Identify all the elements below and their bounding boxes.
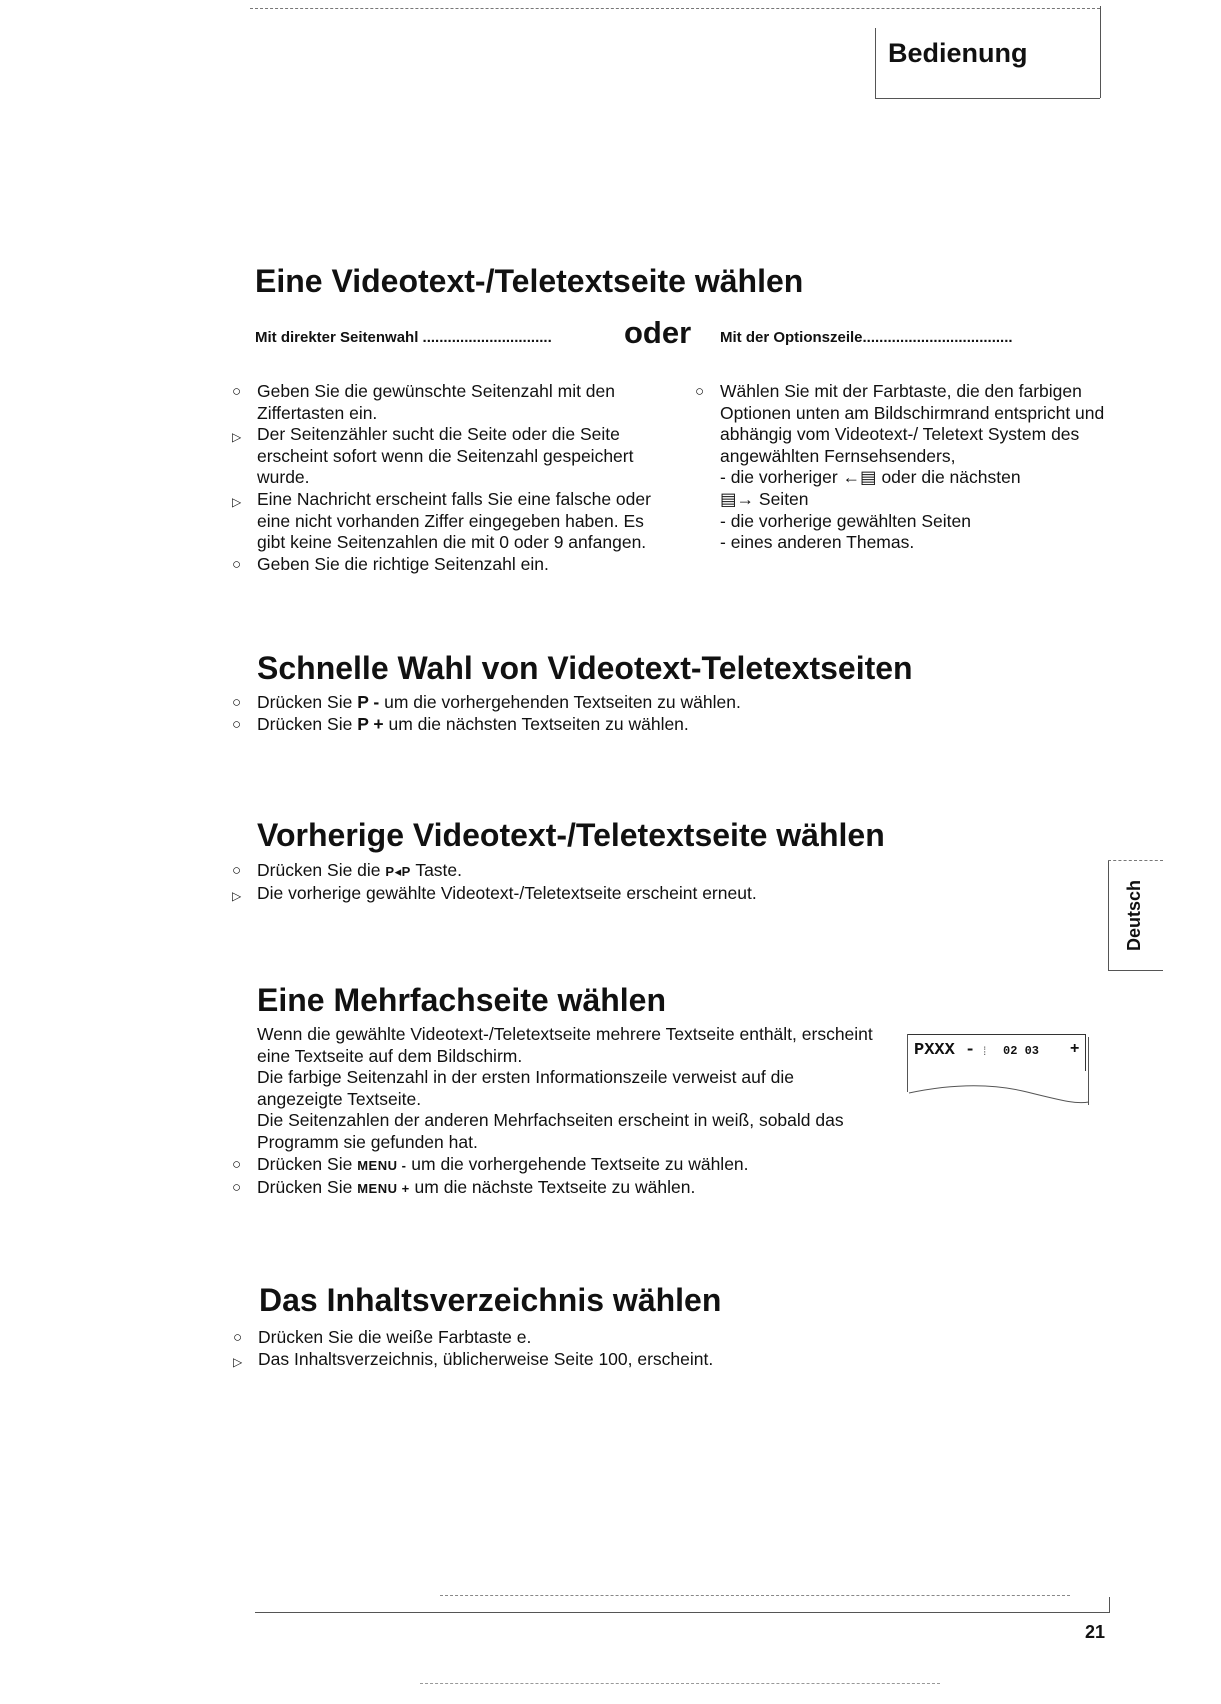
section1-right-list: [695, 381, 1105, 554]
section2-title: Schnelle Wahl von Videotext-Teletextseiten: [257, 650, 913, 686]
list-item: ○ Drücken Sie die weiße Farbtaste e.: [233, 1327, 1033, 1349]
display-subpages: 02 03: [1003, 1044, 1040, 1058]
section5-list: [233, 1327, 1033, 1370]
section3-title: Vorherige Videotext-/Teletextseite wählen: [257, 817, 885, 853]
section4-paragraph: Die Seitenzahlen der anderen Mehrfachseiten erscheint in weiß, sobald das Programm sie gefunden hat.: [257, 1110, 844, 1152]
section4-paragraph: Die farbige Seitenzahl in der ersten Informationszeile verweist auf die angezeigte Textseite.: [257, 1067, 794, 1109]
bottom-scan-rule: [420, 1683, 940, 1684]
header-title: Bedienung: [888, 38, 1028, 68]
list-item: ▷ Eine Nachricht erscheint falls Sie eine falsche oder eine nicht vorhanden Ziffer eingegeben haben. Es gibt keine Seitenzahlen die mit 0 oder 9 anfangen.: [232, 489, 652, 554]
pp-key-label: P◂P: [385, 864, 411, 879]
list-item: ○ Drücken Sie P - um die vorhergehenden Textseiten zu wählen.: [232, 692, 1032, 714]
section1-sub-right: Mit der Optionszeile....................................: [720, 329, 1013, 346]
section1-left-list: [232, 381, 652, 575]
language-tab-label: Deutsch: [1123, 879, 1144, 951]
section5-title: Das Inhaltsverzeichnis wählen: [259, 1282, 722, 1318]
list-item: ○ Drücken Sie die P◂P Taste.: [232, 860, 1032, 883]
section1-oder: oder: [624, 315, 692, 350]
list-item: - eines anderen Themas.: [720, 532, 915, 553]
section4-list: [232, 1154, 1032, 1199]
section4-body: [257, 1024, 907, 1154]
list-item: - die vorherige gewählten Seiten: [720, 510, 971, 531]
list-item: ○ Geben Sie die richtige Seitenzahl ein.: [232, 554, 652, 576]
section4-title: Eine Mehrfachseite wählen: [257, 982, 667, 1018]
list-item: ▷ Die vorherige gewählte Videotext-/Teletextseite erscheint erneut.: [232, 883, 1032, 905]
footer-rule-dashed: [440, 1595, 1070, 1596]
language-tab: [1108, 860, 1164, 970]
display-page-code: PXXX -: [914, 1041, 976, 1060]
header-box-left: [875, 28, 876, 98]
list-item: ○ Drücken Sie P + um die nächsten Textseiten zu wählen.: [232, 714, 1032, 736]
list-item: ○ Wählen Sie mit der Farbtaste, die den farbigen Optionen unten am Bildschirmrand entspricht und abhängig vom Videotext-/ Teletext System des angewählten Fernsehsenders,: [695, 381, 1105, 467]
display-plus: +: [1070, 1040, 1080, 1057]
list-item: ▷ Das Inhaltsverzeichnis, üblicherweise Seite 100, erscheint.: [233, 1349, 1033, 1371]
list-item: - die vorheriger ←▤ oder die nächsten ▤→ Seiten: [720, 467, 1021, 509]
section2-list: [232, 692, 1032, 735]
footer-rule: [255, 1612, 1110, 1613]
section1-title: Eine Videotext-/Teletextseite wählen: [255, 263, 804, 299]
footer-box-right: [1109, 1597, 1110, 1612]
list-item: ▷ Der Seitenzähler sucht die Seite oder die Seite erscheint sofort wenn die Seitenzahl gespeichert wurde.: [232, 424, 652, 489]
header-box-right: [1100, 6, 1101, 98]
section1-sub-left: Mit direkter Seitenwahl ...............................: [255, 329, 552, 346]
header-box-bottom: [875, 98, 1100, 99]
display-curve: [907, 1080, 1092, 1110]
top-rule: [250, 8, 1100, 9]
list-item: ○ Drücken Sie MENU + um die nächste Textseite zu wählen.: [232, 1177, 1032, 1200]
section4-paragraph: Wenn die gewählte Videotext-/Teletextseite mehrere Textseite enthält, erscheint eine Textseite auf dem Bildschirm.: [257, 1024, 873, 1066]
display-mark: ⁞: [983, 1044, 987, 1058]
list-item: ○ Drücken Sie MENU - um die vorhergehende Textseite zu wählen.: [232, 1154, 1032, 1177]
list-item: ○ Geben Sie die gewünschte Seitenzahl mit den Ziffertasten ein.: [232, 381, 652, 424]
section3-list: [232, 860, 1032, 904]
page-number: 21: [1085, 1622, 1106, 1642]
